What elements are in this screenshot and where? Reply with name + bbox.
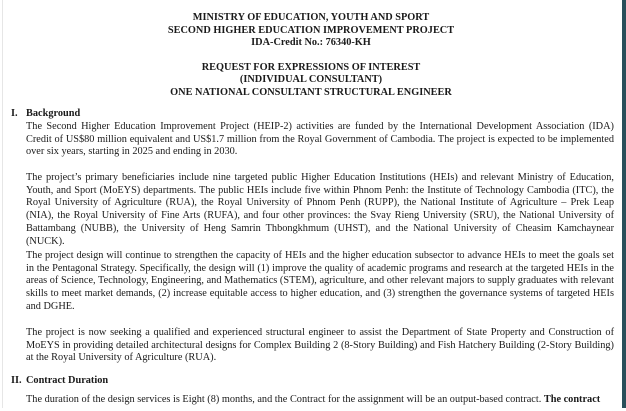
paragraph-contract-duration xyxy=(26,394,614,411)
contract-duration-text: The duration of the design services is Eight (8) months, and the Contract for the assignment will be an output-based contract. xyxy=(26,394,542,405)
paragraph-seeking-engineer: The project is now seeking a qualified and experienced structural engineer to assist the Department of State Property and Construction of MoEYS in providing detailed architectural designs for Complex Building 2 (8-Story Building) and Fish Hatchery Building (2-Story Building) at the Royal University of Agriculture (RUA). xyxy=(26,327,614,364)
contract-duration-bold-text: The contract xyxy=(543,394,601,405)
paragraph-beneficiaries: The project’s primary beneficiaries include nine targeted public Higher Education Institutions (HEIs) and relevant Ministry of Education, Youth, and Sport (MoEYS) departments. The public HEIs include five within Phnom Penh: the Institute of Technology Cambodia (ITC), the Royal University of Agriculture (RUA), the Royal University of Phnom Penh (RUPP), the National Institute of Agriculture – Prek Leap (NIA), the Royal University of Fine Arts (RUFA), and four other provinces: the Svay Rieng University (SRU), the National University of Battambang (NUBB), the University of Heng Samrin Thbongkhmum (UHST), and the National University of Cheasim Kamchaynear (NUCK). xyxy=(26,172,614,247)
section-number: I. xyxy=(11,108,18,119)
paragraph-background-funding: The Second Higher Education Improvement Project (HEIP-2) activities are funded by the International Development Association (IDA) Credit of US$80 million equivalent and US$1.7 million from the Royal Government of Cambodia. The project is expected to be implemented over six years, starting in 2025 and ending in 2030. xyxy=(26,121,614,158)
header-ministry: MINISTRY OF EDUCATION, YOUTH AND SPORT xyxy=(192,12,430,23)
document-header xyxy=(0,12,622,100)
viewer-right-border xyxy=(622,0,626,408)
header-project: SECOND HIGHER EDUCATION IMPROVEMENT PROJECT xyxy=(167,24,455,36)
header-credit-number: IDA-Credit No.: 76340-KH xyxy=(251,37,371,49)
paragraph-project-design: The project design will continue to strengthen the capacity of HEIs and the higher education subsector to advance HEIs to meet the goals set in the Pentagonal Strategy. Specifically, the design will (1) improve the quality of academic programs and research at the targeted HEIs in the areas of Science, Technology, Engineering, and Mathematics (STEM), agriculture, and other relevant majors to supply graduates with relevant skills to meet market demands, (2) increase equitable access to higher education, and (3) strengthen the governance systems of targeted HEIs and DGHE. xyxy=(26,250,614,312)
header-request-title: REQUEST FOR EXPRESSIONS OF INTEREST xyxy=(201,61,421,73)
section-title: Background xyxy=(26,108,81,119)
header-consultant-type: (INDIVIDUAL CONSULTANT) xyxy=(239,74,383,86)
header-position-title: ONE NATIONAL CONSULTANT STRUCTURAL ENGINEER xyxy=(170,86,452,98)
section-number: II. xyxy=(11,375,22,386)
section-title: Contract Duration xyxy=(26,375,109,386)
